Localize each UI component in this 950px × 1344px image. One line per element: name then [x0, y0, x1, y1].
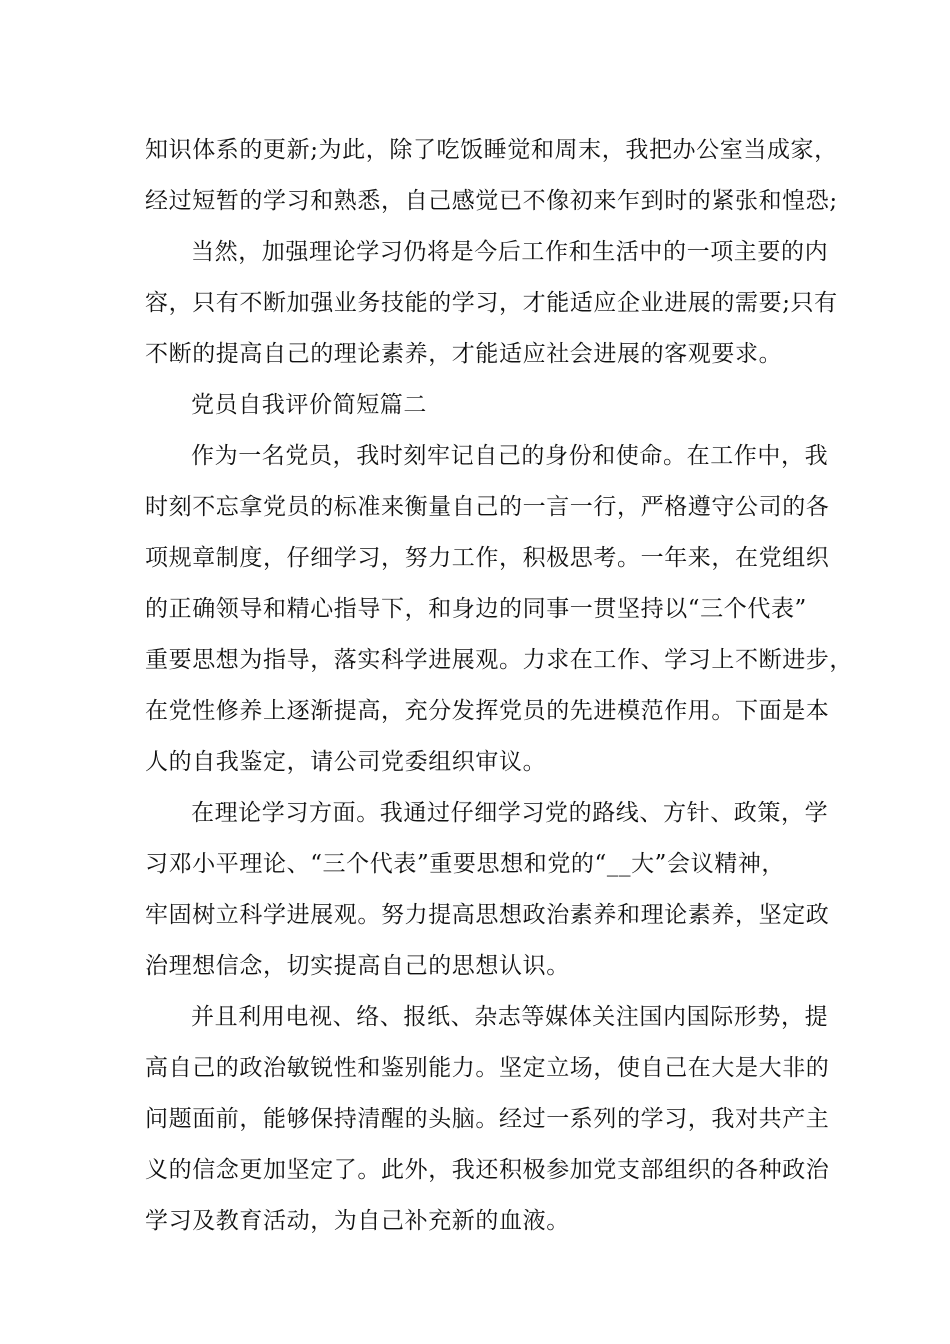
text-line: 项规章制度，仔细学习，努力工作，积极思考。一年来，在党组织 — [145, 545, 830, 571]
text-line: 学习及教育活动，为自己补充新的血液。 — [145, 1208, 570, 1234]
text-line: 高自己的政治敏锐性和鉴别能力。坚定立场，使自己在大是大非的 — [145, 1055, 830, 1081]
text-line: 在党性修养上逐渐提高，充分发挥党员的先进模范作用。下面是本 — [145, 698, 830, 724]
section-heading: 党员自我评价简短篇二 — [191, 392, 427, 418]
text-line: 并且利用电视、络、报纸、杂志等媒体关注国内国际形势，提 — [191, 1004, 829, 1030]
text-line: 治理想信念，切实提高自己的思想认识。 — [145, 953, 570, 979]
text-line: 经过短暂的学习和熟悉，自己感觉已不像初来乍到时的紧张和惶恐; — [145, 188, 838, 214]
text-line: 在理论学习方面。我通过仔细学习党的路线、方针、政策，学 — [191, 800, 829, 826]
text-line: 知识体系的更新;为此，除了吃饭睡觉和周末，我把办公室当成家， — [145, 137, 838, 163]
text-line: 重要思想为指导，落实科学进展观。力求在工作、学习上不断进步， — [145, 647, 853, 673]
text-line: 问题面前，能够保持清醒的头脑。经过一系列的学习，我对共产主 — [145, 1106, 830, 1132]
text-line: 习邓小平理论、“三个代表”重要思想和党的“__大”会议精神， — [145, 851, 786, 877]
text-line: 的正确领导和精心指导下，和身边的同事一贯坚持以“三个代表” — [145, 596, 807, 622]
text-line: 容，只有不断加强业务技能的学习，才能适应企业进展的需要;只有 — [145, 290, 838, 316]
text-line: 义的信念更加坚定了。此外，我还积极参加党支部组织的各种政治 — [145, 1157, 830, 1183]
text-line: 人的自我鉴定，请公司党委组织审议。 — [145, 749, 547, 775]
text-line: 作为一名党员，我时刻牢记自己的身份和使命。在工作中，我 — [191, 443, 829, 469]
text-line: 当然，加强理论学习仍将是今后工作和生活中的一项主要的内 — [191, 239, 829, 265]
text-line: 牢固树立科学进展观。努力提高思想政治素养和理论素养，坚定政 — [145, 902, 830, 928]
text-line: 时刻不忘拿党员的标准来衡量自己的一言一行，严格遵守公司的各 — [145, 494, 830, 520]
text-line: 不断的提高自己的理论素养，才能适应社会进展的客观要求。 — [145, 341, 783, 367]
